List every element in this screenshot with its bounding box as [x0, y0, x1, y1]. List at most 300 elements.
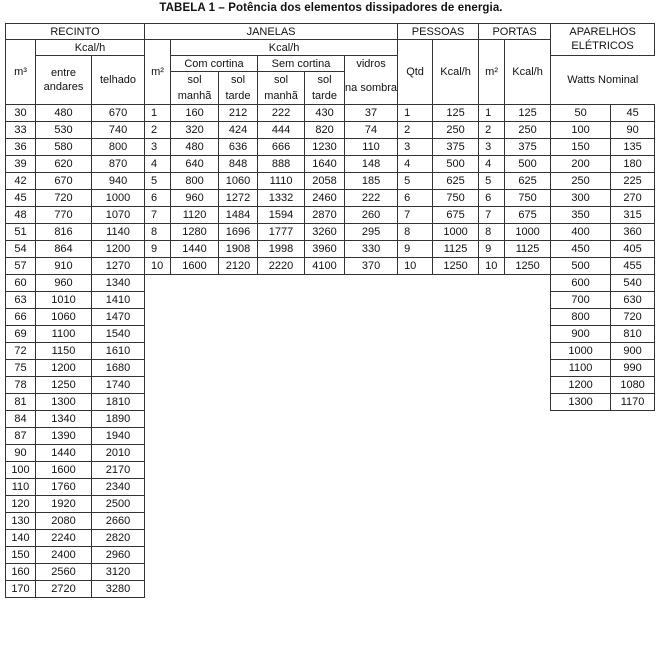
- table-cell: 1100: [36, 326, 92, 343]
- table-cell: [171, 513, 219, 530]
- table-cell: 110: [345, 139, 398, 156]
- table-cell: 540: [611, 275, 655, 292]
- table-cell: 300: [551, 190, 611, 207]
- table-cell: [305, 445, 345, 462]
- table-cell: 800: [171, 173, 219, 190]
- table-cell: 315: [611, 207, 655, 224]
- table-cell: 2080: [36, 513, 92, 530]
- table-cell: 66: [6, 309, 36, 326]
- table-cell: [305, 343, 345, 360]
- table-cell: 480: [36, 105, 92, 122]
- table-cell: 39: [6, 156, 36, 173]
- table-cell: [258, 309, 305, 326]
- table-cell: 6: [479, 190, 505, 207]
- table-cell: [145, 530, 171, 547]
- table-cell: 2340: [92, 479, 145, 496]
- table-cell: 222: [345, 190, 398, 207]
- header-pessoas-kcalh: Kcal/h: [433, 40, 479, 105]
- table-cell: [551, 445, 611, 462]
- table-cell: [433, 479, 479, 496]
- table-cell: 45: [611, 105, 655, 122]
- table-cell: [345, 530, 398, 547]
- table-cell: [145, 496, 171, 513]
- table-cell: 816: [36, 224, 92, 241]
- table-cell: [505, 275, 551, 292]
- table-cell: 455: [611, 258, 655, 275]
- table-cell: [145, 547, 171, 564]
- table-cell: 625: [433, 173, 479, 190]
- table-cell: 430: [305, 105, 345, 122]
- table-cell: 10: [145, 258, 171, 275]
- table-cell: [305, 394, 345, 411]
- header-recinto: RECINTO: [6, 24, 145, 40]
- table-cell: 9: [479, 241, 505, 258]
- table-cell: 8: [398, 224, 433, 241]
- table-cell: [219, 326, 258, 343]
- table-cell: [258, 292, 305, 309]
- table-cell: 4: [479, 156, 505, 173]
- table-row: [6, 343, 655, 360]
- table-row: [6, 411, 655, 428]
- table-cell: [479, 411, 505, 428]
- table-cell: [551, 428, 611, 445]
- header-portas-kcalh: Kcal/h: [505, 40, 551, 105]
- table-cell: [258, 547, 305, 564]
- table-row: [6, 309, 655, 326]
- table-cell: 10: [479, 258, 505, 275]
- table-cell: [345, 479, 398, 496]
- table-cell: [171, 581, 219, 598]
- table-cell: [258, 564, 305, 581]
- table-cell: [258, 496, 305, 513]
- table-cell: [551, 462, 611, 479]
- table-cell: 3960: [305, 241, 345, 258]
- table-cell: [345, 275, 398, 292]
- table-cell: 770: [36, 207, 92, 224]
- table-row: [6, 241, 655, 258]
- table-cell: [171, 496, 219, 513]
- table-cell: [258, 581, 305, 598]
- table-cell: [433, 496, 479, 513]
- header-com-sol-manha-top: sol: [171, 72, 219, 89]
- table-cell: [433, 530, 479, 547]
- table-cell: [145, 479, 171, 496]
- table-cell: [479, 309, 505, 326]
- header-na-sombra: na sombra: [345, 72, 398, 105]
- table-cell: [611, 530, 655, 547]
- table-cell: [145, 513, 171, 530]
- table-cell: 1940: [92, 428, 145, 445]
- table-cell: 5: [479, 173, 505, 190]
- table-cell: 81: [6, 394, 36, 411]
- table-cell: [171, 292, 219, 309]
- table-cell: 810: [611, 326, 655, 343]
- table-cell: [219, 496, 258, 513]
- table-cell: 120: [6, 496, 36, 513]
- table-cell: [219, 513, 258, 530]
- table-cell: [551, 530, 611, 547]
- table-cell: 750: [433, 190, 479, 207]
- table-cell: 1010: [36, 292, 92, 309]
- table-cell: 480: [171, 139, 219, 156]
- header-sem-sol-tarde-top: sol: [305, 72, 345, 89]
- table-cell: [305, 292, 345, 309]
- table-cell: 9: [145, 241, 171, 258]
- table-body: [6, 24, 655, 598]
- table-cell: [433, 292, 479, 309]
- table-cell: [398, 530, 433, 547]
- table-cell: 1610: [92, 343, 145, 360]
- table-cell: [479, 343, 505, 360]
- table-cell: 150: [6, 547, 36, 564]
- table-cell: 5: [145, 173, 171, 190]
- table-cell: 10: [398, 258, 433, 275]
- table-cell: [219, 581, 258, 598]
- table-cell: 33: [6, 122, 36, 139]
- table-cell: [479, 564, 505, 581]
- table-cell: 350: [551, 207, 611, 224]
- header-janelas-kcalh: Kcal/h: [171, 40, 398, 56]
- table-cell: 170: [6, 581, 36, 598]
- header-sem-cortina: Sem cortina: [258, 56, 345, 72]
- table-cell: [433, 326, 479, 343]
- table-cell: 870: [92, 156, 145, 173]
- table-cell: 3260: [305, 224, 345, 241]
- table-cell: 90: [611, 122, 655, 139]
- table-cell: [433, 462, 479, 479]
- table-cell: [171, 530, 219, 547]
- table-cell: 625: [505, 173, 551, 190]
- table-cell: [398, 513, 433, 530]
- table-cell: [305, 275, 345, 292]
- table-cell: 670: [36, 173, 92, 190]
- table-cell: 1410: [92, 292, 145, 309]
- header-pessoas: PESSOAS: [398, 24, 479, 40]
- table-cell: 1484: [219, 207, 258, 224]
- table-cell: [258, 360, 305, 377]
- table-cell: 36: [6, 139, 36, 156]
- table-cell: 500: [551, 258, 611, 275]
- table-cell: [305, 411, 345, 428]
- table-cell: [611, 547, 655, 564]
- header-vidros: vidros: [345, 56, 398, 72]
- table-cell: [479, 360, 505, 377]
- table-cell: [433, 581, 479, 598]
- table-cell: 1000: [505, 224, 551, 241]
- table-cell: [611, 496, 655, 513]
- table-row: [6, 156, 655, 173]
- table-cell: 450: [551, 241, 611, 258]
- header-janelas: JANELAS: [145, 24, 398, 40]
- table-cell: 48: [6, 207, 36, 224]
- table-cell: [219, 547, 258, 564]
- table-cell: 375: [433, 139, 479, 156]
- table-cell: [305, 581, 345, 598]
- table-row: [6, 445, 655, 462]
- table-cell: 50: [551, 105, 611, 122]
- table-cell: [145, 360, 171, 377]
- table-cell: 3: [145, 139, 171, 156]
- table-cell: [258, 275, 305, 292]
- table-cell: 295: [345, 224, 398, 241]
- table-cell: [345, 292, 398, 309]
- table-cell: [611, 581, 655, 598]
- table-cell: 910: [36, 258, 92, 275]
- table-cell: [305, 479, 345, 496]
- table-cell: 42: [6, 173, 36, 190]
- table-cell: 1000: [92, 190, 145, 207]
- table-cell: [505, 445, 551, 462]
- table-cell: 135: [611, 139, 655, 156]
- header-com-manha: manhã: [171, 88, 219, 105]
- table-cell: [345, 513, 398, 530]
- table-cell: [145, 581, 171, 598]
- table-cell: 960: [36, 275, 92, 292]
- table-cell: 130: [6, 513, 36, 530]
- table-cell: 9: [398, 241, 433, 258]
- table-row: [6, 428, 655, 445]
- table-cell: 100: [551, 122, 611, 139]
- table-cell: [479, 581, 505, 598]
- table-cell: [505, 581, 551, 598]
- table-cell: 1777: [258, 224, 305, 241]
- table-cell: 74: [345, 122, 398, 139]
- table-cell: [398, 428, 433, 445]
- table-cell: [171, 377, 219, 394]
- table-cell: [551, 411, 611, 428]
- table-cell: [505, 564, 551, 581]
- table-cell: [505, 513, 551, 530]
- header-row-1: [6, 24, 655, 40]
- table-cell: 250: [433, 122, 479, 139]
- table-cell: [171, 326, 219, 343]
- table-cell: [479, 394, 505, 411]
- header-watts-nominal: Watts Nominal: [551, 56, 655, 105]
- table-cell: [433, 411, 479, 428]
- table-cell: [305, 462, 345, 479]
- table-cell: 3280: [92, 581, 145, 598]
- table-cell: [551, 479, 611, 496]
- table-cell: [258, 343, 305, 360]
- table-cell: [551, 564, 611, 581]
- table-cell: 960: [171, 190, 219, 207]
- table-cell: [345, 343, 398, 360]
- table-cell: 270: [611, 190, 655, 207]
- table-cell: 2400: [36, 547, 92, 564]
- table-cell: [219, 377, 258, 394]
- table-cell: [479, 513, 505, 530]
- table-cell: 222: [258, 105, 305, 122]
- table-cell: [505, 547, 551, 564]
- table-cell: [433, 360, 479, 377]
- table-cell: [505, 377, 551, 394]
- table-cell: 2460: [305, 190, 345, 207]
- table-cell: 1998: [258, 241, 305, 258]
- table-cell: [219, 462, 258, 479]
- table-cell: [258, 513, 305, 530]
- table-cell: [219, 309, 258, 326]
- table-cell: 1200: [92, 241, 145, 258]
- table-cell: 8: [145, 224, 171, 241]
- table-cell: 2720: [36, 581, 92, 598]
- table-cell: 4: [145, 156, 171, 173]
- table-cell: 330: [345, 241, 398, 258]
- table-cell: 500: [505, 156, 551, 173]
- table-cell: [479, 496, 505, 513]
- table-cell: [505, 479, 551, 496]
- table-cell: [398, 377, 433, 394]
- table-cell: [345, 326, 398, 343]
- table-cell: [505, 326, 551, 343]
- table-cell: [505, 462, 551, 479]
- table-cell: 8: [479, 224, 505, 241]
- table-cell: [433, 377, 479, 394]
- table-cell: 7: [398, 207, 433, 224]
- table-cell: [345, 377, 398, 394]
- table-cell: 940: [92, 173, 145, 190]
- table-cell: [551, 581, 611, 598]
- table-cell: 1: [479, 105, 505, 122]
- table-cell: [505, 292, 551, 309]
- table-cell: 75: [6, 360, 36, 377]
- table-row: [6, 496, 655, 513]
- table-cell: [145, 428, 171, 445]
- table-cell: 1060: [36, 309, 92, 326]
- table-cell: 2: [145, 122, 171, 139]
- table-cell: 1: [398, 105, 433, 122]
- table-cell: 900: [611, 343, 655, 360]
- table-row: [6, 530, 655, 547]
- table-cell: [398, 581, 433, 598]
- table-cell: [219, 428, 258, 445]
- table-cell: [479, 428, 505, 445]
- table-cell: 3: [479, 139, 505, 156]
- table-cell: [258, 530, 305, 547]
- table-cell: 1280: [171, 224, 219, 241]
- header-portas-m2: m²: [479, 40, 505, 105]
- table-cell: 360: [611, 224, 655, 241]
- table-cell: 1340: [92, 275, 145, 292]
- table-cell: [398, 496, 433, 513]
- table-cell: [219, 360, 258, 377]
- table-row: [6, 564, 655, 581]
- table-cell: 225: [611, 173, 655, 190]
- table-cell: 7: [479, 207, 505, 224]
- table-cell: [258, 411, 305, 428]
- table-cell: 72: [6, 343, 36, 360]
- header-sem-manha: manhã: [258, 88, 305, 105]
- table-cell: 666: [258, 139, 305, 156]
- table-cell: 250: [505, 122, 551, 139]
- table-cell: 1250: [433, 258, 479, 275]
- table-cell: [171, 462, 219, 479]
- table-cell: 37: [345, 105, 398, 122]
- table-cell: [145, 411, 171, 428]
- table-cell: 1170: [611, 394, 655, 411]
- table-row: [6, 224, 655, 241]
- table-cell: [611, 564, 655, 581]
- table-cell: [171, 394, 219, 411]
- table-cell: 900: [551, 326, 611, 343]
- header-qtd: Qtd: [398, 40, 433, 105]
- table-cell: 405: [611, 241, 655, 258]
- table-cell: 1890: [92, 411, 145, 428]
- table-cell: [505, 530, 551, 547]
- header-sem-tarde: tarde: [305, 88, 345, 105]
- table-cell: 1332: [258, 190, 305, 207]
- table-cell: 630: [611, 292, 655, 309]
- table-cell: [398, 343, 433, 360]
- table-cell: 69: [6, 326, 36, 343]
- table-cell: 1272: [219, 190, 258, 207]
- table-cell: 2120: [219, 258, 258, 275]
- table-cell: 500: [433, 156, 479, 173]
- table-cell: 54: [6, 241, 36, 258]
- table-cell: 1390: [36, 428, 92, 445]
- table-cell: 140: [6, 530, 36, 547]
- table-cell: [219, 275, 258, 292]
- table-cell: [305, 326, 345, 343]
- header-row-3: [6, 56, 655, 72]
- table-cell: 990: [611, 360, 655, 377]
- table-cell: 180: [611, 156, 655, 173]
- table-cell: [345, 581, 398, 598]
- table-cell: 4100: [305, 258, 345, 275]
- table-cell: [345, 360, 398, 377]
- table-cell: 1060: [219, 173, 258, 190]
- table-cell: [479, 530, 505, 547]
- table-cell: [345, 564, 398, 581]
- table-row: [6, 292, 655, 309]
- table-cell: 1200: [551, 377, 611, 394]
- table-cell: 90: [6, 445, 36, 462]
- table-cell: 3: [398, 139, 433, 156]
- table-cell: 4: [398, 156, 433, 173]
- table-cell: 864: [36, 241, 92, 258]
- table-cell: [611, 479, 655, 496]
- table-cell: 1600: [171, 258, 219, 275]
- table-cell: 2870: [305, 207, 345, 224]
- table-cell: 700: [551, 292, 611, 309]
- table-cell: 1680: [92, 360, 145, 377]
- table-cell: 580: [36, 139, 92, 156]
- table-cell: 60: [6, 275, 36, 292]
- table-cell: 1600: [36, 462, 92, 479]
- table-row: [6, 190, 655, 207]
- table-cell: 444: [258, 122, 305, 139]
- table-cell: [171, 564, 219, 581]
- table-cell: [258, 394, 305, 411]
- header-sem-sol-manha-top: sol: [258, 72, 305, 89]
- table-cell: [505, 428, 551, 445]
- table-cell: 30: [6, 105, 36, 122]
- header-entre-andares: entre andares: [36, 56, 92, 105]
- table-cell: 2170: [92, 462, 145, 479]
- table-cell: 250: [551, 173, 611, 190]
- table-cell: [171, 275, 219, 292]
- table-row: [6, 513, 655, 530]
- table-cell: 820: [305, 122, 345, 139]
- table-cell: [305, 513, 345, 530]
- table-cell: 530: [36, 122, 92, 139]
- table-cell: [305, 377, 345, 394]
- table-cell: 100: [6, 462, 36, 479]
- table-cell: 1440: [36, 445, 92, 462]
- table-cell: [345, 309, 398, 326]
- table-cell: 375: [505, 139, 551, 156]
- table-cell: [305, 530, 345, 547]
- table-row: [6, 105, 655, 122]
